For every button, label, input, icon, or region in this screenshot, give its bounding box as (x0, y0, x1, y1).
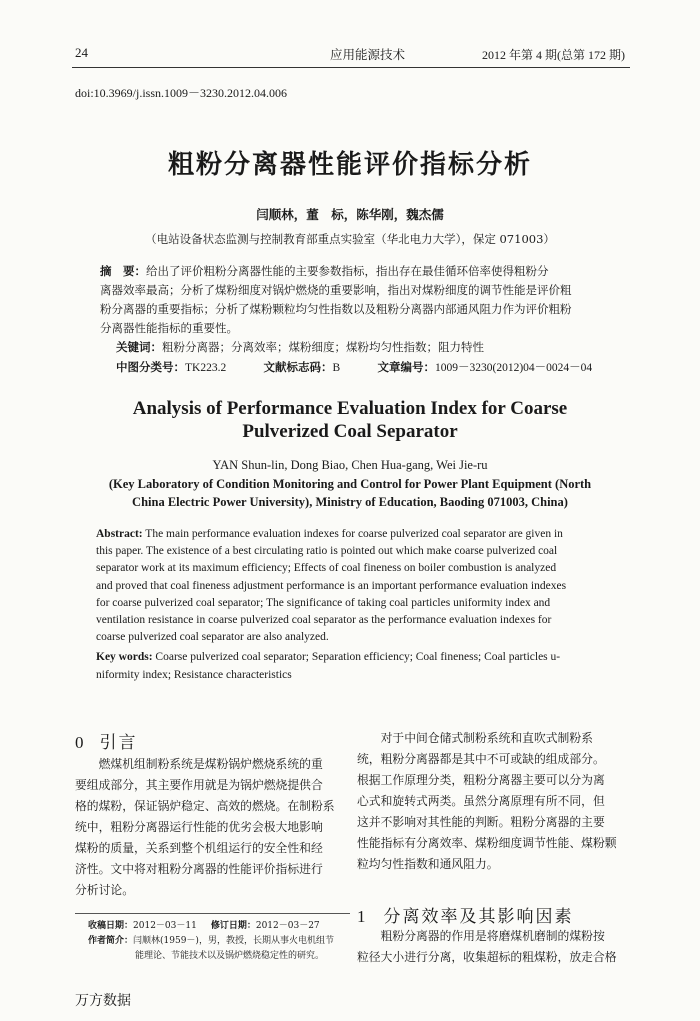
watermark: 万方数据 (75, 993, 131, 1009)
authors-en: YAN Shun-lin, Dong Biao, Chen Hua-gang, Wei Jie-ru (212, 458, 488, 472)
journal-name: 应用能源技术 (330, 47, 406, 62)
title-en-line2: Pulverized Coal Separator (242, 421, 458, 442)
issue-info: 2012 年第 4 期(总第 172 期) (482, 48, 625, 62)
affiliation-en-line2: China Electric Power University), Ministry of Education, Baoding 071003, China) (132, 495, 568, 509)
page-number: 24 (75, 45, 88, 60)
title-cn: 粗粉分离器性能评价指标分析 (167, 150, 532, 180)
abstract-cn: 摘 要：给出了评价粗粉分离器性能的主要参数指标，指出存在最佳循环倍率使得粗粉分 离器效率最高；分析了煤粉细度对锅炉燃烧的重要影响，指出对煤粉细度的调节性能是评价粗 粉分离器的重要指标；分析了煤粉颗粒均匀性指数以及粗粉分离器内部通风阻力作为评价粗粉 分离器性能指标的重要性。 (100, 264, 572, 335)
abstract-cn-label: 摘 要： (100, 264, 146, 278)
right-column-body: 对于中间仓储式制粉系统和直吹式制粉系 统，粗粉分离器都是其中不可或缺的组成部分。 根据工作原理分类，粗粉分离器主要可以分为离 心式和旋转式两类。虽然分离原理有所不同，但 这并不影响对其性能的判断。粗粉分离器的主要 性能指标有分离效率、煤粉细度调节性能、煤粉颗 粒均匀性指数和通风阻力。 (357, 731, 617, 871)
keywords-en-label: Key words: (96, 651, 153, 664)
classification: 中图分类号：TK223.2 文献标志码：B 文章编号：1009－3230(2012)04－0024－04 (116, 360, 593, 374)
affiliation-cn: （电站设备状态监测与控制教育部重点实验室（华北电力大学），保定 071003） (145, 232, 555, 246)
abstract-en: Abstract: The main performance evaluation indexes for coarse pulverized coal separator are given in this paper. The existence of a best circulating ratio is pointed out which make coarse pulverized coal separator work at its maximum efficiency; Effects of coal fineness on boiler combustion is analyzed and proved that coal fineness adjustment performance is an important performance evaluation indexes for coarse pulverized coal separator; The significance of taking coal particles uniformity index and ventilation resistance in coarse pulverized coal separator as the performance evaluation indexes for coarse pulverized coal separator are also analyzed. Key words: Coarse pulverized coal separator; Separation efficiency; Coal fineness; Coal particles u- niformity index; Resistance characteristics (96, 528, 567, 681)
header-rule (72, 67, 630, 68)
section-0-body: 燃煤机组制粉系统是煤粉锅炉燃烧系统的重 要组成部分，其主要作用就是为锅炉燃烧提供合 格的煤粉，保证锅炉稳定、高效的燃烧。在制粉系 统中，粗粉分离器运行性能的优劣会极大地影响 煤粉的质量，关系到整个机组运行的安全性和经 济性。文中将对粗粉分离器的性能评价指标进行 分析讨论。 (75, 757, 335, 897)
section-1-body: 粗粉分离器的作用是将磨煤机磨制的煤粉按 粒径大小进行分离，收集超标的粗煤粉，放走合格 (357, 929, 617, 964)
footnote-rule (75, 913, 350, 914)
affiliation-en-line1: (Key Laboratory of Condition Monitoring and Control for Power Plant Equipment (North (108, 477, 592, 491)
title-en-line1: Analysis of Performance Evaluation Index for Coarse (132, 398, 568, 419)
section-1-heading: 1 分离效率及其影响因素 (357, 907, 574, 927)
keywords-cn: 关键词：粗粉分离器；分离效率；煤粉细度；煤粉均匀性指数；阻力特性 (116, 340, 484, 354)
doi: doi:10.3969/j.issn.1009－3230.2012.04.006 (75, 86, 288, 100)
footnote: 收稿日期：2012－03－11 修订日期：2012－03－27 作者简介：闫顺林(1959－)，男，教授，长期从事火电机组节 能理论、节能技术以及锅炉燃烧稳定性的研究。 (88, 921, 334, 961)
section-0-heading: 0 引言 (75, 733, 138, 753)
authors-cn: 闫顺林，董 标，陈华刚，魏杰儒 (256, 207, 444, 222)
abstract-en-label: Abstract: (96, 528, 143, 540)
